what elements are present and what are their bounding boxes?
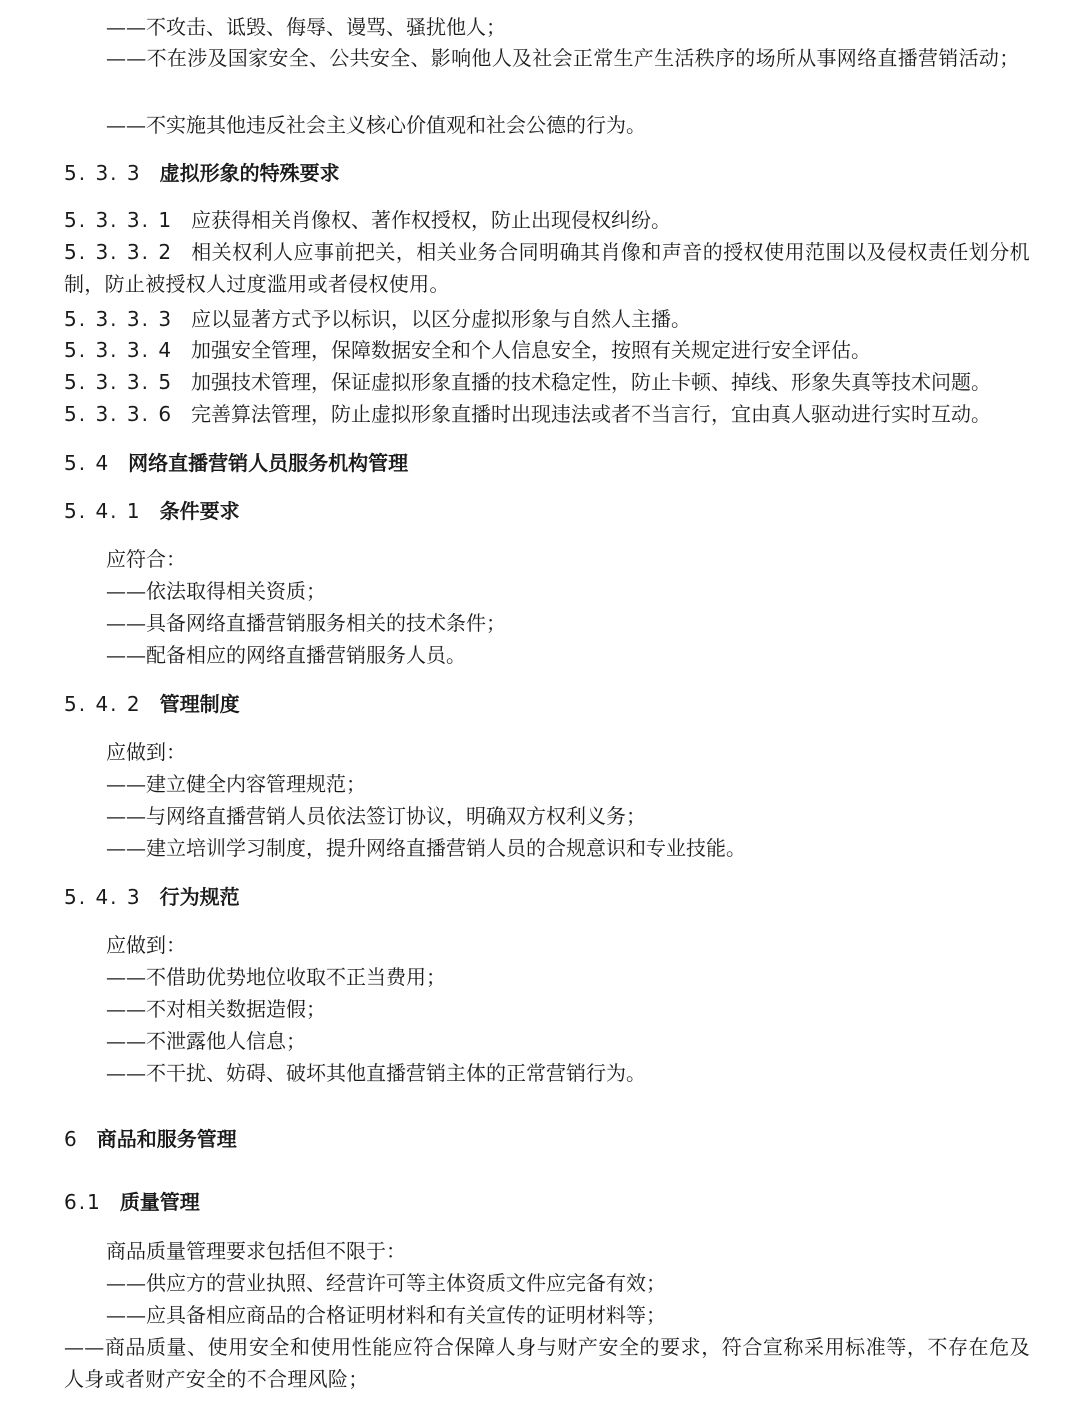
section-number: 6 [64,1127,79,1151]
paragraph-intro: 应做到： [106,740,186,764]
section-number: 5. 4 [64,451,111,475]
clause-number: 5. 3. 3. 3 [64,307,174,331]
section-number: 5. 4. 1 [64,499,142,523]
list-item: ——具备网络直播营销服务相关的技术条件； [106,611,506,635]
list-item: ——不在涉及国家安全、公共安全、影响他人及社会正常生产生活秩序的场所从事网络直播营销活动； [106,46,1020,70]
list-item: ——不对相关数据造假； [106,997,326,1021]
section-title: 条件要求 [159,499,240,523]
list-item: ——与网络直播营销人员依法签订协议，明确双方权利义务； [106,804,646,828]
paragraph-intro: 应做到： [106,933,186,957]
list-item: ——建立培训学习制度，提升网络直播营销人员的合规意识和专业技能。 [106,836,746,860]
clause-text: 相关权利人应事前把关，相关业务合同明确其肖像和声音的授权使用范围以及侵权责任划分机制，防止被授权人过度滥用或者侵权使用。 [64,240,1030,296]
section-title: 行为规范 [159,885,240,909]
section-heading-5-4 [64,450,408,476]
clause-text: 加强安全管理，保障数据安全和个人信息安全，按照有关规定进行安全评估。 [191,338,872,362]
list-item: ——不攻击、诋毁、侮辱、谩骂、骚扰他人； [106,15,506,39]
section-title: 商品和服务管理 [96,1127,237,1151]
section-title: 虚拟形象的特殊要求 [159,161,340,185]
clause-number: 5. 3. 3. 6 [64,402,174,426]
list-item: ——配备相应的网络直播营销服务人员。 [106,643,466,667]
section-number: 5. 4. 2 [64,692,142,716]
clause-5-3-3-3 [64,306,691,332]
clause-number: 5. 3. 3. 2 [64,240,174,264]
list-item: ——供应方的营业执照、经营许可等主体资质文件应完备有效； [106,1271,666,1295]
clause-5-3-3-5 [64,369,991,395]
clause-number: 5. 3. 3. 5 [64,370,174,394]
clause-text: 加强技术管理，保证虚拟形象直播的技术稳定性，防止卡顿、掉线、形象失真等技术问题。 [191,370,992,394]
section-number: 5. 4. 3 [64,885,142,909]
clause-5-3-3-1 [64,207,671,233]
section-heading-6 [64,1126,237,1152]
clause-number: 5. 3. 3. 4 [64,338,174,362]
clause-5-3-3-6 [64,401,991,427]
list-item: ——建立健全内容管理规范； [106,772,366,796]
clause-5-3-3-4 [64,337,871,363]
section-number: 5. 3. 3 [64,161,142,185]
clause-5-3-3-2 [64,236,1030,300]
section-title: 网络直播营销人员服务机构管理 [128,451,409,475]
clause-text: 完善算法管理，防止虚拟形象直播时出现违法或者不当言行，宜由真人驱动进行实时互动。 [191,402,992,426]
paragraph-intro: 商品质量管理要求包括但不限于： [106,1239,406,1263]
section-title: 质量管理 [119,1190,200,1214]
list-item: ——不实施其他违反社会主义核心价值观和社会公德的行为。 [106,113,646,137]
section-title: 管理制度 [159,692,240,716]
clause-text: 应以显著方式予以标识，以区分虚拟形象与自然人主播。 [191,307,692,331]
section-heading-5-4-2 [64,691,240,717]
section-heading-5-4-3 [64,884,240,910]
section-number: 6.1 [64,1190,102,1214]
list-item: ——不借助优势地位收取不正当费用； [106,965,446,989]
section-heading-5-4-1 [64,498,240,524]
section-heading-5-3-3 [64,160,340,186]
paragraph-intro: 应符合： [106,547,186,571]
section-heading-6-1 [64,1189,200,1215]
list-item: ——商品质量、使用安全和使用性能应符合保障人身与财产安全的要求，符合宣称采用标准等，不存在危及人身或者财产安全的不合理风险； [64,1335,1030,1391]
list-item: ——不泄露他人信息； [106,1029,306,1053]
clause-number: 5. 3. 3. 1 [64,208,174,232]
list-item: ——应具备相应商品的合格证明材料和有关宣传的证明材料等； [106,1303,666,1327]
list-item: ——不干扰、妨碍、破坏其他直播营销主体的正常营销行为。 [106,1061,646,1085]
list-item: ——依法取得相关资质； [106,579,326,603]
clause-text: 应获得相关肖像权、著作权授权，防止出现侵权纠纷。 [191,208,672,232]
